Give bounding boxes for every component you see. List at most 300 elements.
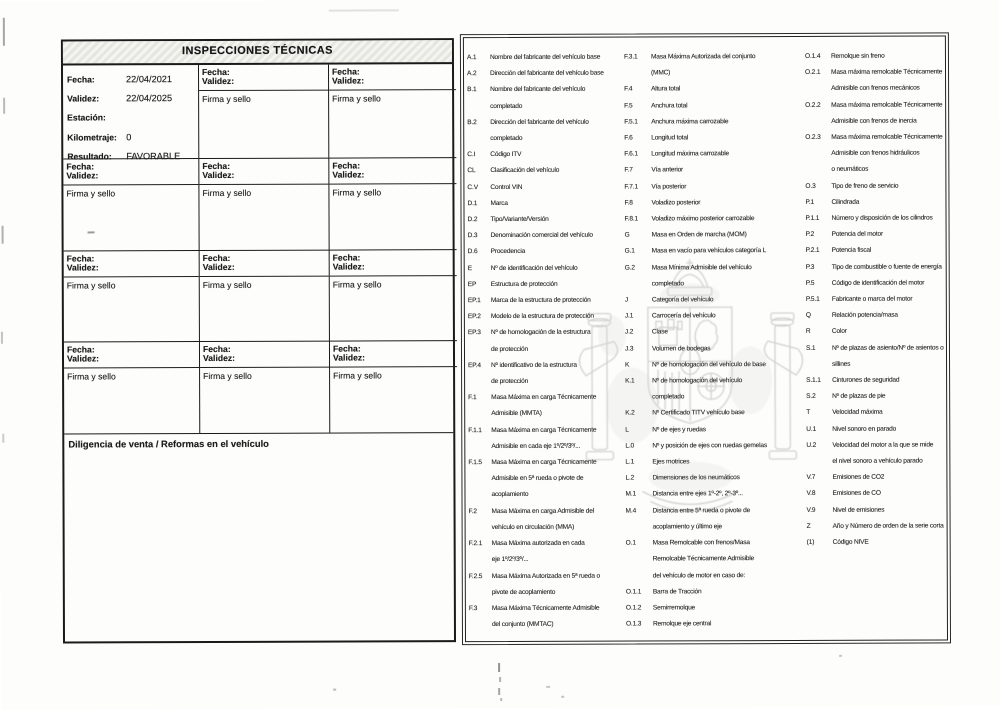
inspection-slot [329,249,457,340]
legend-entry [806,470,946,487]
legend-entry [806,486,946,503]
legend-code: F.3 [469,601,492,617]
field-label: Kilometraje: [67,132,126,142]
legend-entry [626,600,807,617]
legend-text: Longitud total [651,130,805,147]
legend-code: V.9 [807,503,833,519]
legend-text: Velocidad del motor a la que se mide el nivel sonoro a vehículo parado [832,437,946,470]
legend-entry [806,243,946,260]
legend-text: Velocidad máxima [832,405,946,422]
legend-entry [469,568,626,601]
firma-area [200,277,329,290]
legend-entry [624,162,805,179]
legend-text: Emisiones de CO2 [832,470,946,487]
legend-text: Masa en vacío para vehículos categoría L [652,243,806,260]
scan-artifact [498,663,500,672]
firma-label: Firma y sello [202,94,251,104]
legend-text: Nº Certificado TITV vehículo base [652,405,806,422]
inspection-slot [199,250,329,341]
legend-code: P.1 [805,195,831,211]
legend-entry [807,502,947,519]
legend-text: Masa Máxima en carga Técnicamente Admisible (MMTA) [491,390,625,423]
field-value: FAVORABLE [126,151,180,161]
fecha-label: Fecha: [66,162,198,172]
field-label: Validez: [67,93,126,103]
firma-label: Firma y sello [333,279,382,289]
legend-entry [625,438,806,455]
legend-entry [467,82,624,115]
legend-text: Masa Máxima Autorizada en 5ª rueda o pivote de acoplamiento [492,568,626,601]
legend-code: F.1 [468,390,491,406]
legend-text: Remolque eje central [653,616,807,633]
fecha-label: Fecha: [67,345,199,355]
legend-column-3 [805,48,947,551]
legend-entry [806,389,946,406]
validez-label: Validez: [333,353,457,363]
legend-column-2 [624,49,807,633]
fecha-label: Fecha: [333,344,457,354]
legend-entry [468,293,625,310]
legend-text: Semirremolque [653,600,807,617]
scan-artifact [2,226,4,244]
slot-header [64,342,199,368]
firma-label: Firma y sello [203,280,252,290]
legend-code: O.1 [626,536,653,552]
firma-label: Firma y sello [332,93,381,103]
fecha-label: Fecha: [333,253,457,263]
legend-entry [625,422,806,439]
legend-code: L.0 [625,438,652,454]
legend-code: J.3 [625,341,652,357]
legend-text: Nombre del fabricante del vehículo completado [490,82,624,115]
scan-artifact [3,18,5,46]
firma-label: Firma y sello [332,187,381,197]
legend-entry [469,536,626,569]
legend-code: M.4 [626,503,653,519]
legend-code: K.1 [625,374,652,390]
legend-code: EP.1 [468,293,491,309]
legend-text: Nº de plazas de asiento/Nº de asientos o sillines [832,340,946,373]
legend-text: Denominación comercial del vehículo [491,228,625,245]
legend-code: F.5 [624,98,651,114]
legend-entry [467,147,624,164]
legend-entry [624,98,805,115]
legend-entry [625,227,806,244]
scan-artifact [2,434,4,443]
slot-header [199,65,328,91]
legend-text: Modelo de la estructura de protección [491,309,625,326]
legend-text: Ejes motrices [652,454,806,471]
legend-text: Fabricante o marca del motor [832,291,946,308]
inspections-table [61,38,456,643]
legend-code: O.1.4 [805,49,831,65]
legend-text: Dirección del fabricante del vehículo completado [490,114,624,147]
legend-text: Código ITV [490,147,624,164]
legend-entry [805,129,945,178]
legend-text: Potencia fiscal [832,243,946,260]
legend-text: Procedencia [491,244,625,261]
legend-entry [625,260,806,293]
legend-entry [467,195,624,212]
fecha-label: Fecha: [67,254,199,264]
firma-area [330,367,457,380]
fecha-label: Fecha: [332,161,456,171]
legend-code: K.2 [625,406,652,422]
scan-artifact [561,696,564,698]
legend-code: L.1 [625,455,652,471]
legend-text: Número y disposición de los cilindros [832,210,946,227]
legend-text: Barra de Tracción [653,584,807,601]
legend-code: F.6.1 [624,147,651,163]
legend-code: F.1.1 [468,423,491,439]
legend-column-1 [467,50,626,634]
legend-entry [469,600,626,633]
legend-text: Masa Máxima Autorizada del conjunto (MMC) [651,49,805,82]
legend-entry [625,324,806,341]
legend-code: R [806,324,832,340]
firma-area [330,276,457,289]
legend-code: U.2 [806,438,832,454]
legend-text: Masa máxima remolcable Técnicamente Admisible con frenos hidráulicos o neumáticos [831,129,945,178]
legend-code: L.2 [625,471,652,487]
legend-code: EP.3 [468,325,491,341]
field-value: 22/04/2021 [126,74,172,84]
legend-text: Control VIN [490,179,624,196]
legend-code: S.2 [806,389,832,405]
legend-code: J [625,293,652,309]
scan-artifact [839,655,842,657]
legend-code: CL [467,163,490,179]
legend-text: Anchura máxima carrozable [651,114,805,131]
firma-label: Firma y sello [67,371,116,381]
legend-text: Vía anterior [651,162,805,179]
legend-code: A.2 [467,66,490,82]
legend-code: V.8 [806,486,832,502]
fecha-label: Fecha: [202,161,328,171]
legend-entry [626,503,807,536]
summary-row [63,108,198,128]
slot-header [330,341,457,367]
legend-entry [468,276,625,293]
inspection-slot [198,65,328,158]
legend-entry [624,49,805,82]
scan-artifact [499,677,501,682]
legend-code: P.5.1 [806,292,832,308]
slot-header [199,159,328,185]
diligencia-section [64,432,454,645]
legend-code: F.3.1 [624,49,651,65]
legend-entry [467,66,624,83]
summary-row [63,127,198,147]
validez-label: Validez: [333,262,457,272]
field-value: 22/04/2025 [126,93,172,103]
legend-entry [625,341,806,358]
legend-entry [625,357,806,374]
legend-code: P.3 [806,259,832,275]
legend-code: O.2.3 [805,130,831,146]
scan-artifact [329,9,399,11]
field-label: Estación: [67,113,126,123]
legend-entry [806,373,946,390]
legend-entry [624,81,805,98]
legend-entry [625,454,806,471]
legend-code: (1) [807,535,833,551]
legend-entry [806,308,946,325]
legend-code: B.1 [467,82,490,98]
legend-text: Masa en Orden de marcha (MOM) [652,227,806,244]
legend-entry [625,292,806,309]
legend-entry [468,357,625,390]
slot-header [63,159,198,185]
slot-header [330,250,457,276]
legend-entry [626,584,807,601]
legend-entry [468,309,625,326]
legend-code: K [625,357,652,373]
firma-area [63,185,198,198]
legend-entry [626,535,807,584]
legend-text: Año y Número de orden de la serie corta [833,518,947,535]
legend-entry [806,421,946,438]
legend-text: Cilindrada [831,194,945,211]
firma-area [199,91,328,104]
legend-code: F.8 [624,195,651,211]
legend-text: Potencia del motor [832,227,946,244]
legend-text: Marca de la estructura de protección [491,293,625,310]
legend-entry [806,324,946,341]
scan-artifact [1,332,3,344]
legend-code: G.2 [625,260,652,276]
firma-label: Firma y sello [66,188,115,198]
legend-entry [467,50,624,67]
legend-text: Nº de homologación del vehículo completado [652,373,806,406]
legend-entry [625,470,806,487]
legend-entry [468,244,625,261]
firma-area [329,184,456,197]
slot-header [329,64,456,90]
summary-row [63,69,198,89]
slot-header [64,251,199,277]
validez-label: Validez: [332,76,456,86]
legend-text: Altura total [651,81,805,98]
validez-label: Validez: [66,171,198,181]
legend-code: F.2.1 [469,536,492,552]
legend-code: M.1 [625,487,652,503]
inspections-title: INSPECCIONES TÉCNICAS [63,40,452,65]
inspection-slot [198,158,328,250]
legend-entry [805,97,945,130]
legend-text: Cinturones de seguridad [832,373,946,390]
legend-entry [468,325,625,358]
legend-text: Código NIVE [833,535,947,552]
fecha-label: Fecha: [203,253,329,263]
legend-entry [468,260,625,277]
field-label: Resultado: [67,152,126,162]
legend-entry [805,194,945,211]
legend-text: Masa Máxima Técnicamente Admisible del conjunto (MMTAC) [492,600,626,633]
legend-code: O.1.2 [626,600,653,616]
legend-entry [624,179,805,196]
legend-text: Relación potencia/masa [832,308,946,325]
legend-text: Masa Máxima en carga Técnicamente Admisible en cada eje 1º/2º/3º/... [491,422,625,455]
legend-text: Nivel sonoro en parado [832,421,946,438]
legend-text: Código de identificación del motor [832,275,946,292]
firma-label: Firma y sello [333,370,382,380]
legend-text: Anchura total [651,98,805,115]
inspection-slot [64,250,199,341]
legend-text: Nº de homologación de la estructura de protección [491,325,625,358]
legend-code: E [468,261,491,277]
legend-entry [806,210,946,227]
legend-entry [624,114,805,131]
legend-entry [468,228,625,245]
legend-text: Nivel de emisiones [833,502,947,519]
legend-text: Longitud máxima carrozable [651,146,805,163]
legend-code: U.1 [806,422,832,438]
legend-code: P.1.1 [806,211,832,227]
legend-code: T [806,405,832,421]
legend-code: J.2 [625,325,652,341]
scan-artifact [546,686,550,688]
diligencia-title: Diligencia de venta / Reformas en el vehículo [64,433,453,449]
summary-row [63,88,198,108]
legend-text: Clasificación del vehículo [490,163,624,180]
scan-artifact [498,688,500,695]
inspection-slot [64,341,199,433]
legend-text: Dirección del fabricante del vehículo base [490,66,624,83]
legend-text: Tipo/Variante/Versión [491,212,625,229]
firma-label: Firma y sello [202,188,251,198]
legend-code: D.6 [468,244,491,260]
legend-code: O.2.1 [805,65,831,81]
legend-code: O.1.3 [626,617,653,633]
field-value: 0 [126,132,131,142]
validez-label: Validez: [67,263,199,273]
legend-entry [806,259,946,276]
scan-artifact [500,698,502,701]
validez-label: Validez: [332,170,456,180]
legend-code: P.2 [806,227,832,243]
legend-code: F.1.5 [468,455,491,471]
legend-code: O.1.1 [626,584,653,600]
legend-code: F.8.1 [625,212,652,228]
legend-text: Clase [652,324,806,341]
legend-code: L [625,422,652,438]
legend-text: Estructura de protección [491,276,625,293]
codes-legend-panel [460,32,951,645]
legend-entry [626,616,807,633]
slot-header [329,158,456,184]
legend-entry [806,405,946,422]
firma-area [200,368,329,381]
firma-area [64,368,199,381]
fecha-label: Fecha: [202,67,328,77]
legend-entry [468,455,625,504]
legend-entry [467,179,624,196]
scan-artifact [333,689,336,691]
firma-label: Firma y sello [67,280,116,290]
legend-entry [624,146,805,163]
legend-entry [625,211,806,228]
legend-text: Masa máxima remolcable Técnicamente Admisible con frenos mecánicos [831,65,945,98]
legend-entry [467,163,624,180]
legend-text: Masa Máxima en carga Admisible del vehículo en circulación (MMA) [492,503,626,536]
legend-entry [805,178,945,195]
legend-text: Nº de homologación del vehículo de base [652,357,806,374]
legend-code: D.2 [468,212,491,228]
legend-text: Nº de plazas de pie [832,389,946,406]
legend-entry [625,486,806,503]
legend-entry [806,227,946,244]
firma-area [64,277,199,290]
legend-text: Nº de identificación del vehículo [491,260,625,277]
inspection-slot [328,157,456,249]
legend-text: Voladizo posterior [651,195,805,212]
legend-code: C.I [467,147,490,163]
legend-text: Masa máxima remolcable Técnicamente Admisible con frenos de inercia [831,97,945,130]
legend-text: Volumen de bodegas [652,341,806,358]
legend-entry [468,212,625,229]
legend-text: Masa Remolcable con frenos/Masa Remolcable Técnicamente Admisible del vehículo de motor en caso de: [653,535,807,584]
validez-label: Validez: [203,263,329,273]
legend-code: EP.4 [468,358,491,374]
legend-text: Marca [490,195,624,212]
scan-artifact [88,231,95,233]
legend-code: F.4 [624,82,651,98]
legend-text: Distancia entre ejes 1º-2º, 2º-3º... [652,486,806,503]
legend-entry [806,275,946,292]
legend-text: Dimensiones de los neumáticos [652,470,806,487]
slot-header [200,251,329,277]
legend-text: Masa Máxima autorizada en cada eje 1º/2º/3º/... [492,536,626,569]
legend-code: C.V [467,180,490,196]
legend-entry [469,503,626,536]
fecha-label: Fecha: [203,344,329,354]
legend-entry [806,291,946,308]
legend-text: Nombre del fabricante del vehículo base [490,50,624,67]
legend-entry [468,422,625,455]
legend-code: G [625,228,652,244]
legend-code: O.2.2 [805,97,831,113]
legend-entry [468,390,625,423]
legend-entry [624,130,805,147]
legend-code: G.1 [625,244,652,260]
slot-header [200,342,329,368]
legend-code: D.3 [468,228,491,244]
fecha-label: Fecha: [332,67,456,77]
legend-text: Voladizo máximo posterior carrozable [652,211,806,228]
legend-code: F.2.5 [469,569,492,585]
legend-code: P.5 [806,276,832,292]
legend-text: Masa Mínima Admisible del vehículo completado [652,260,806,293]
inspection-slot [328,64,456,157]
legend-entry [625,243,806,260]
legend-code: F.7.1 [624,179,651,195]
legend-code: EP [468,277,491,293]
firma-label: Firma y sello [203,371,252,381]
legend-text: Remolque sin freno [831,48,945,65]
legend-code: V.7 [806,470,832,486]
legend-code: P.2.1 [806,243,832,259]
legend-code: S.1 [806,340,832,356]
legend-entry [807,518,947,535]
legend-code: F.6 [624,130,651,146]
legend-text: Tipo de freno de servicio [831,178,945,195]
inspection-summary [63,65,198,158]
legend-code: F.5.1 [624,114,651,130]
legend-text: Masa Máxima en carga Técnicamente Admisible en 5ª rueda o pivote de acoplamiento [491,455,625,504]
validez-label: Validez: [202,171,328,181]
legend-entry [625,308,806,325]
